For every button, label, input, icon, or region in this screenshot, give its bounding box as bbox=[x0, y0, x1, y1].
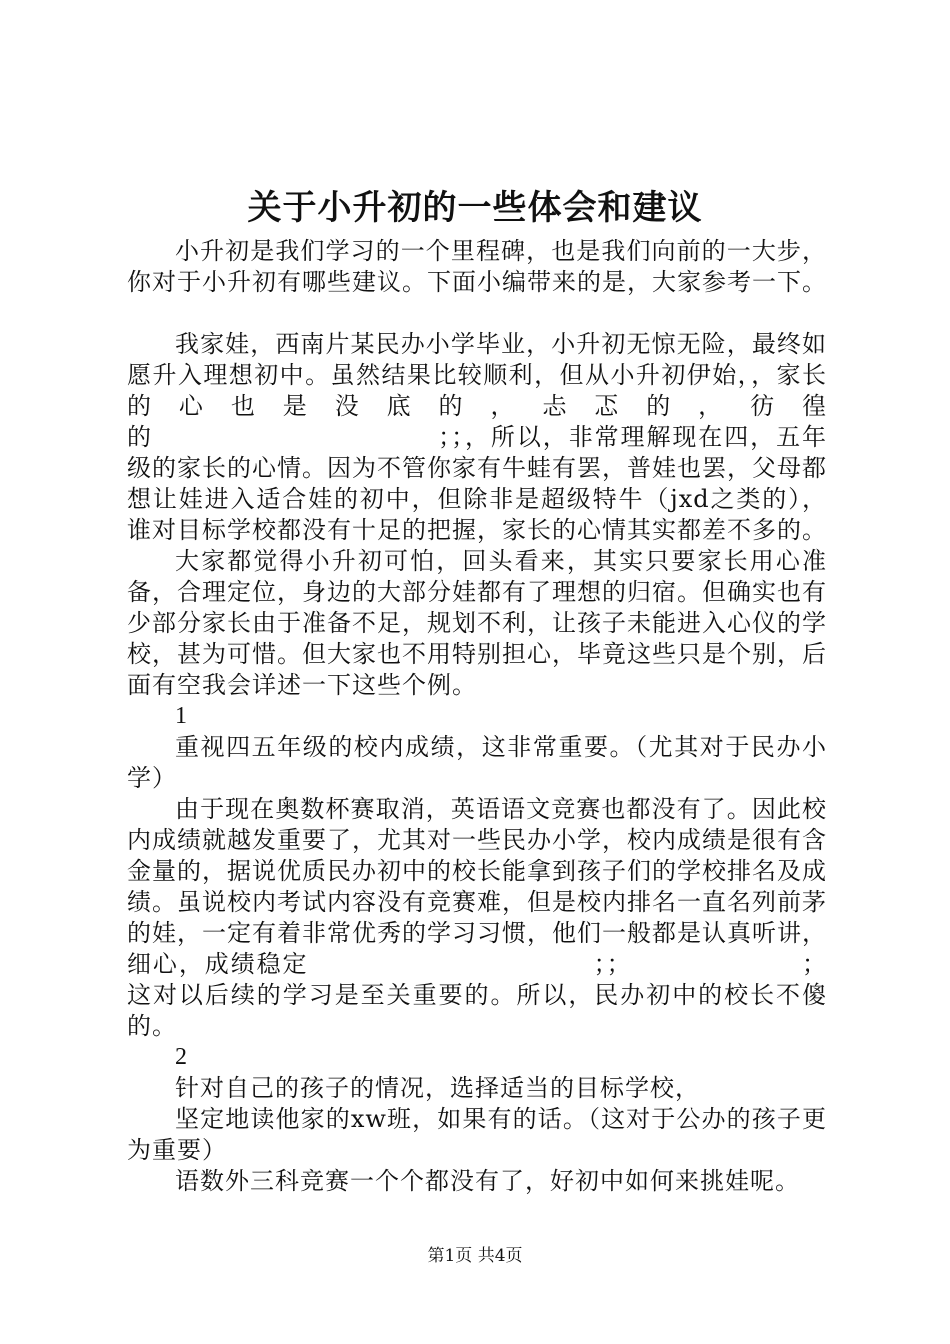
paragraph: 我家娃，西南片某民办小学毕业，小升初无惊无险，最终如愿升入理想初中。虽然结果比较顺利，但从小升初伊始，，家长的心也是没底的，忐忑的，彷徨的 ；；，所以，非常理解现在四，五年级的家长的心情。因为不管你家有牛蛙有罢，普娃也罢，父母都想让娃进入适合娃的初中，但除非是超级特牛（jxd之类的），谁对目标学校都没有十足的把握，家长的心情其实都差不多的。 bbox=[127, 330, 827, 544]
section-heading: 针对自己的孩子的情况，选择适当的目标学校， bbox=[175, 1074, 700, 1102]
section-number: 2 bbox=[175, 1044, 188, 1070]
intro-paragraph: 小升初是我们学习的一个里程碑，也是我们向前的一大步，你对于小升初有哪些建议。下面小编带来的是，大家参考一下。 bbox=[127, 237, 827, 296]
paragraph: 语数外三科竞赛一个个都没有了，好初中如何来挑娃呢。 bbox=[175, 1167, 800, 1195]
section-number: 1 bbox=[175, 703, 188, 729]
document-title: 关于小升初的一些体会和建议 bbox=[247, 188, 703, 228]
section-heading: 重视四五年级的校内成绩，这非常重要。（尤其对于民办小学） bbox=[127, 733, 827, 792]
document-body bbox=[127, 236, 827, 1197]
paragraph: 坚定地读他家的xw班，如果有的话。（这对于公办的孩子更为重要） bbox=[127, 1105, 827, 1164]
paragraph: 由于现在奥数杯赛取消，英语语文竞赛也都没有了。因此校内成绩就越发重要了，尤其对一些民办小学，校内成绩是很有含金量的，据说优质民办初中的校长能拿到孩子们的学校排名及成绩。虽说校内考试内容没有竞赛难，但是校内排名一直名列前茅的娃，一定有着非常优秀的学习习惯，他们一般都是认真听讲，细心，成绩稳定 ；； ；这对以后续的学习是至关重要的。所以，民办初中的校长不傻的。 bbox=[127, 795, 827, 1040]
paragraph-gap bbox=[127, 298, 827, 329]
page-footer: 第1页 共4页 bbox=[427, 1246, 523, 1266]
paragraph: 大家都觉得小升初可怕，回头看来，其实只要家长用心准备，合理定位，身边的大部分娃都有了理想的归宿。但确实也有少部分家长由于准备不足，规划不利，让孩子未能进入心仪的学校，甚为可惜。但大家也不用特别担心，毕竟这些只是个别，后面有空我会详述一下这些个例。 bbox=[127, 547, 827, 699]
